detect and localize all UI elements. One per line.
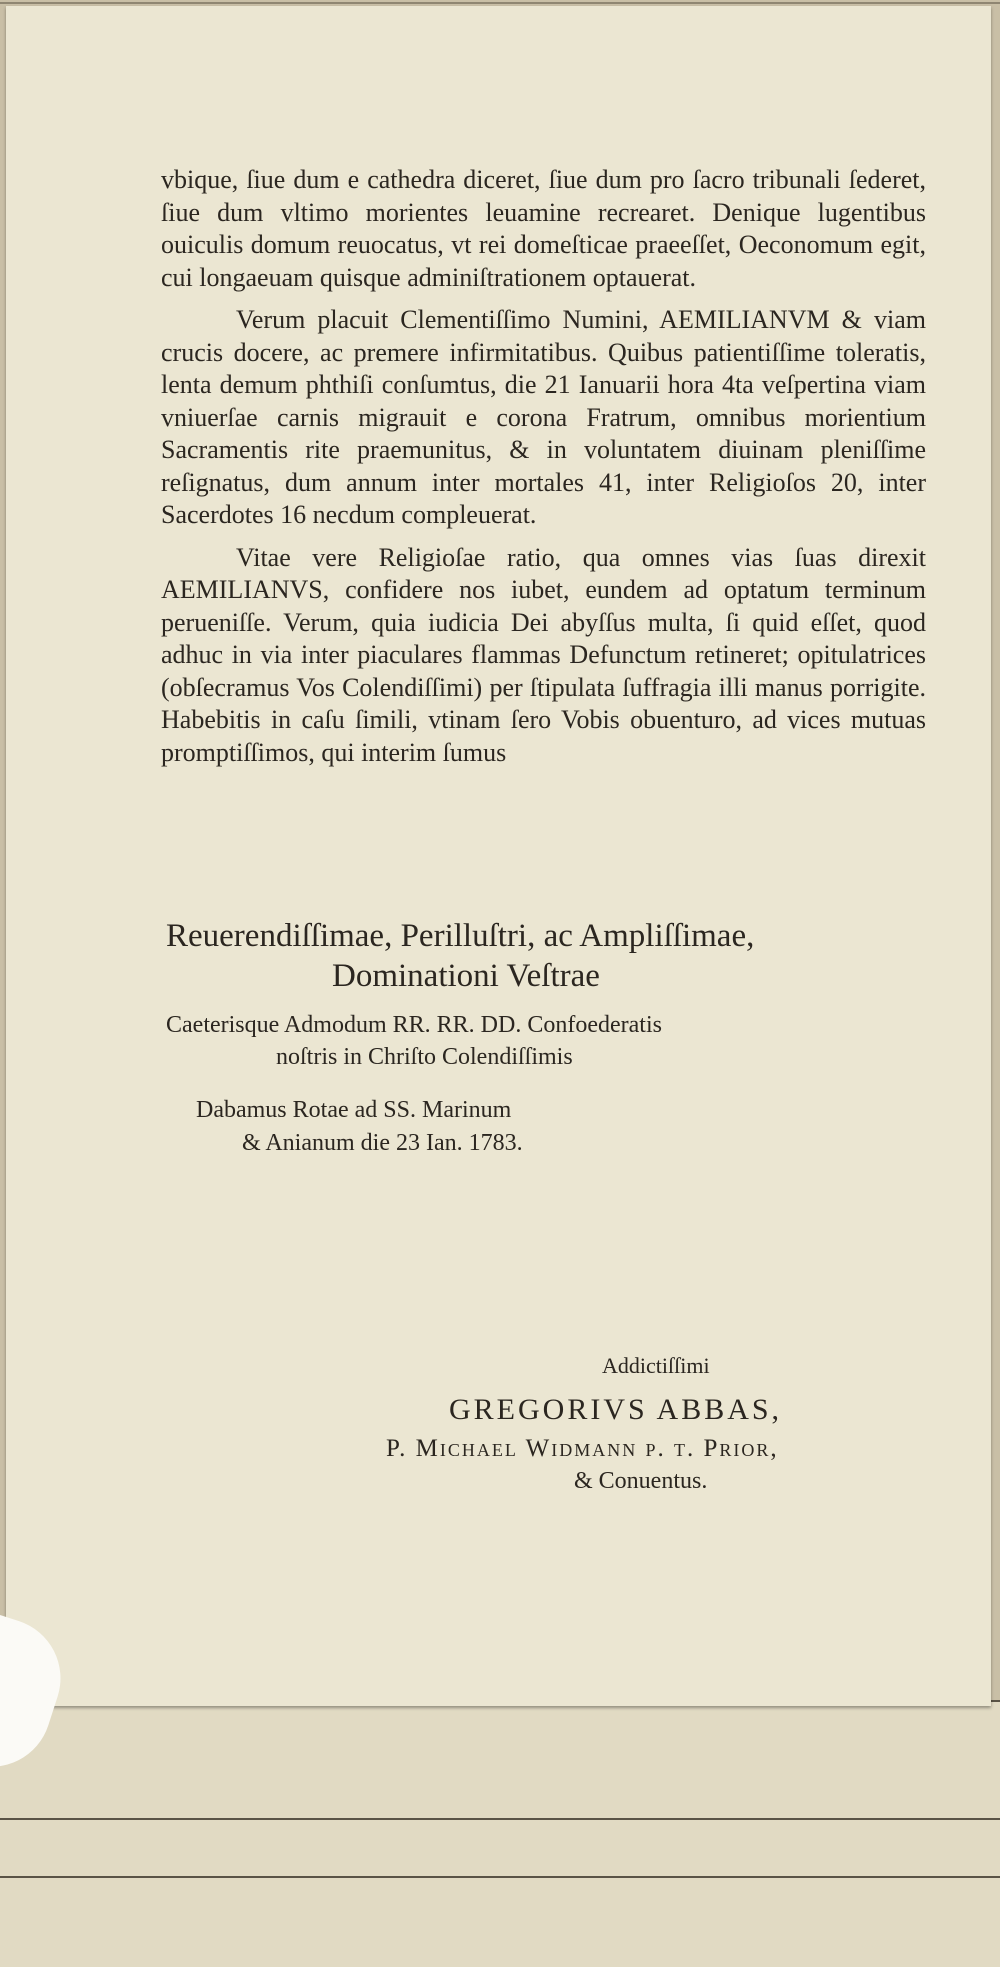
date-line-2: & Anianum die 23 Ian. 1783.	[242, 1130, 523, 1156]
greeting-line-2: Dominationi Veſtrae	[332, 958, 600, 994]
paragraph-continuation: vbique, ſiue dum e cathedra diceret, ſiue dum pro ſacro tribunali ſederet, ſiue dum vltimo morientes leuamine recrearet. Denique lugentibus ouiculis domum reuocatus, vt rei domeſticae praeeſſet, Oeconomum egit, cui longaeuam quisque adminiſtrationem optauerat.	[161, 165, 926, 292]
closing-word: Addictiſſimi	[602, 1353, 710, 1378]
body-text	[161, 164, 926, 769]
signature-prior: P. Michael Widmann p. t. Prior,	[386, 1435, 779, 1462]
greeting-line-1: Reuerendiſſimae, Perilluſtri, ac Ampliſſimae,	[166, 918, 755, 954]
confederates-line-2: noſtris in Chriſto Colendiſſimis	[276, 1044, 573, 1070]
signature-abbot: GREGORIVS ABBAS,	[449, 1393, 783, 1426]
paragraph-prayer-request: Vitae vere Religioſae ratio, qua omnes vias ſuas direxit AEMILIANVS, confidere nos iubet, eundem ad optatum terminum perueniſſe. Verum, quia iudicia Dei abyſſus multa, ſi quid eſſet, quod adhuc in via inter piaculares flammas Defunctum retineret; opitulatrices (obſecramus Vos Colendiſſimi) per ſtipulata ſuffragia illi manus porrigite. Habebitis in caſu ſimili, vtinam ſero Vobis obuenturo, ad vices mutuas promptiſſimos, qui interim ſumus	[161, 542, 926, 767]
page-edge-top	[0, 2, 1000, 4]
underlying-sheet-1	[0, 1700, 1000, 1822]
paragraph-death-notice: Verum placuit Clementiſſimo Numini, AEMILIANVM & viam crucis docere, ac premere infirmitatibus. Quibus patientiſſime toleratis, lenta demum phthiſi conſumtus, die 21 Ianuarii hora 4ta veſpertina viam vniuerſae carnis migrauit e corona Fratrum, omnibus morientium Sacramentis rite praemunitus, & in voluntatem diuinam pleniſſime reſignatus, dum annum inter mortales 41, inter Religioſos 20, inter Sacerdotes 16 necdum compleuerat.	[161, 305, 926, 529]
underlying-sheet-3	[0, 1876, 1000, 1967]
confederates-line-1: Caeterisque Admodum RR. RR. DD. Confoederatis	[166, 1012, 662, 1038]
document-page	[6, 6, 991, 1706]
date-line-1: Dabamus Rotae ad SS. Marinum	[196, 1097, 512, 1123]
underlying-sheet-2	[0, 1818, 1000, 1880]
signature-convent: & Conuentus.	[574, 1468, 708, 1494]
